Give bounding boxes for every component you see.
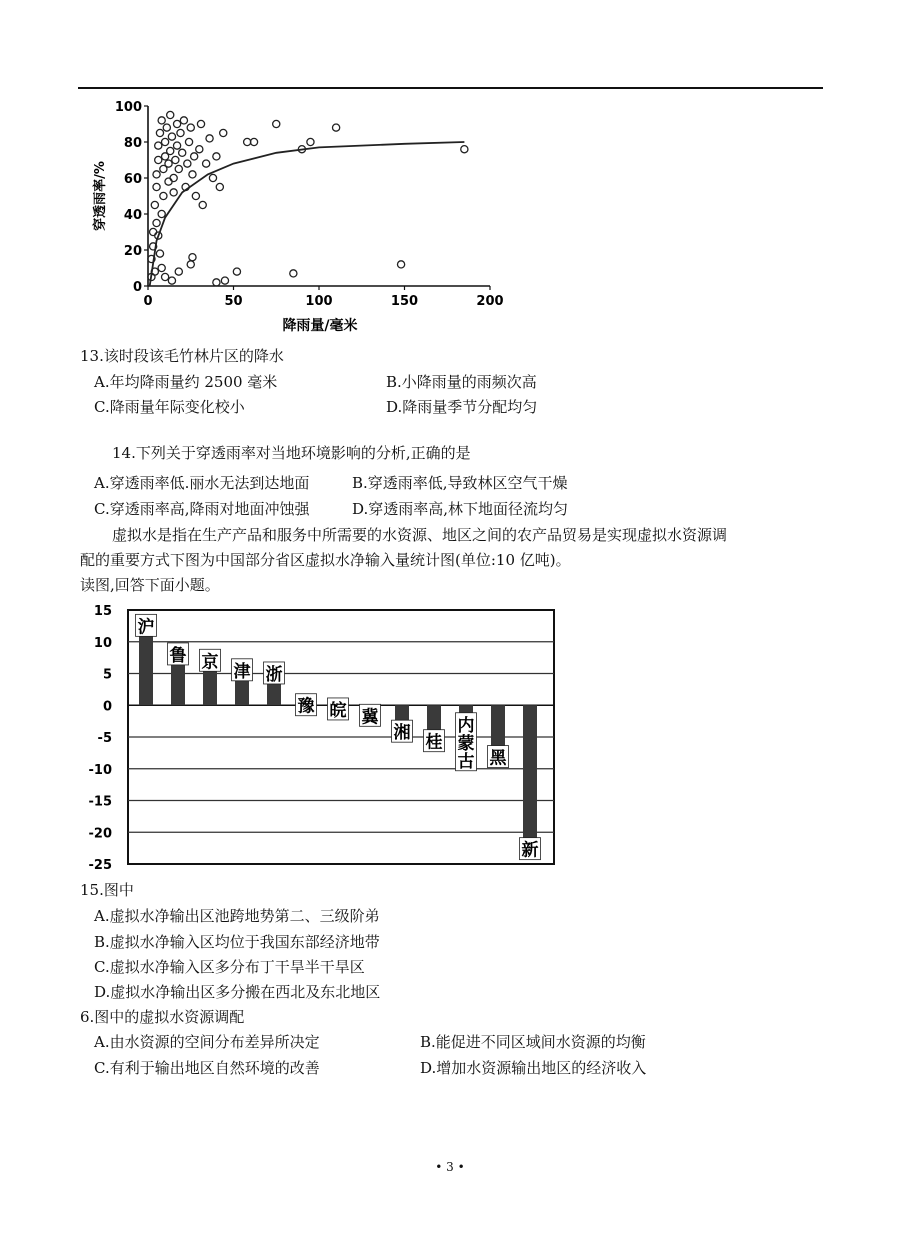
scatter-point xyxy=(290,270,297,277)
q15-option-a: A.虚拟水净输出区池跨地势第二、三级阶弟 xyxy=(94,907,380,925)
bar-label-char: 豫 xyxy=(297,696,315,717)
bar-gridlines xyxy=(128,642,554,833)
q16-option-a: A.由水资源的空间分布差异所决定 xyxy=(94,1033,320,1051)
q13-stem: 13.该时段该毛竹林片区的降水 xyxy=(80,347,284,365)
q14-option-d: D.穿透雨率高,林下地面径流均匀 xyxy=(352,500,569,518)
scatter-xtick-label: 50 xyxy=(224,294,243,309)
scatter-point xyxy=(173,120,180,127)
scatter-xtick-label: 200 xyxy=(476,294,504,309)
bar-label-char: 皖 xyxy=(329,700,347,721)
bar-label-char: 黑 xyxy=(489,748,507,769)
q16-stem: 6.图中的虚拟水资源调配 xyxy=(80,1008,245,1026)
scatter-point xyxy=(187,261,194,268)
scatter-point xyxy=(191,153,198,160)
scatter-point xyxy=(197,120,204,127)
bar-label-char: 津 xyxy=(233,661,251,682)
scatter-xlabel: 降雨量/毫米 xyxy=(282,318,358,334)
scatter-xtick-label: 100 xyxy=(305,294,333,309)
bar-label-char: 蒙 xyxy=(457,733,475,754)
bar-ytick-label: 5 xyxy=(102,667,112,683)
bar-ytick-label: -20 xyxy=(88,826,112,842)
bar-ticks xyxy=(89,604,113,870)
scatter-point xyxy=(156,250,163,257)
scatter-point xyxy=(165,160,172,167)
bar-label-char: 冀 xyxy=(361,707,379,728)
scatter-point xyxy=(250,138,257,145)
scatter-point xyxy=(167,147,174,154)
bar-ytick-label: 10 xyxy=(93,635,112,651)
scatter-point xyxy=(158,210,165,217)
q15-option-b: B.虚拟水净输入区均位于我国东部经济地带 xyxy=(94,933,380,951)
q15-stem: 15.图中 xyxy=(80,881,134,899)
scatter-point xyxy=(168,133,175,140)
scatter-point xyxy=(177,129,184,136)
intro-line-1: 虚拟水是指在生产产品和服务中所需要的水资源、地区之间的农产品贸易是实现虚拟水资源调 xyxy=(112,526,728,544)
bar-ytick-label: -15 xyxy=(88,794,112,810)
intro-line-2: 配的重要方式下图为中国部分省区虚拟水净输入量统计图(单位:10 亿吨)。 xyxy=(80,551,571,569)
scatter-ytick-label: 20 xyxy=(123,244,142,259)
scatter-point xyxy=(233,268,240,275)
scatter-points xyxy=(148,111,468,286)
scatter-chart xyxy=(80,98,520,338)
scatter-point xyxy=(172,156,179,163)
scatter-point xyxy=(162,138,169,145)
scatter-point xyxy=(184,160,191,167)
scatter-point xyxy=(192,192,199,199)
q14-option-c: C.穿透雨率高,降雨对地面冲蚀强 xyxy=(94,500,310,518)
q15-option-d: D.虚拟水净输出区多分搬在西北及东北地区 xyxy=(94,983,381,1001)
scatter-point xyxy=(333,124,340,131)
q14-option-a: A.穿透雨率低.丽水无法到达地面 xyxy=(94,474,310,492)
scatter-point xyxy=(220,129,227,136)
scatter-point xyxy=(167,111,174,118)
bar-label-char: 沪 xyxy=(137,617,155,638)
scatter-point xyxy=(213,153,220,160)
bar-label-char: 内 xyxy=(457,715,475,736)
bar-label-char: 古 xyxy=(457,751,475,772)
scatter-ylabel: 穿透雨率/% xyxy=(93,161,108,231)
scatter-point xyxy=(150,228,157,235)
scatter-point xyxy=(221,277,228,284)
scatter-point xyxy=(206,135,213,142)
scatter-point xyxy=(203,160,210,167)
bar-label-char: 京 xyxy=(201,652,219,673)
scatter-point xyxy=(168,277,175,284)
scatter-point xyxy=(397,261,404,268)
q14-option-b: B.穿透雨率低,导致林区空气干燥 xyxy=(352,474,568,492)
q15-option-c: C.虚拟水净输入区多分布丁干旱半干旱区 xyxy=(94,958,365,976)
scatter-point xyxy=(153,183,160,190)
q13-option-d: D.降雨量季节分配均匀 xyxy=(386,398,538,416)
scatter-point xyxy=(158,117,165,124)
q16-option-b: B.能促进不同区域间水资源的均衡 xyxy=(420,1033,646,1051)
bar-新 xyxy=(523,705,537,857)
scatter-point xyxy=(179,149,186,156)
scatter-xtick-label: 150 xyxy=(390,294,419,309)
scatter-point xyxy=(162,273,169,280)
scatter-ytick-label: 80 xyxy=(123,136,142,151)
bar-ytick-label: -10 xyxy=(88,762,112,778)
bar-label-char: 桂 xyxy=(425,732,443,753)
scatter-point xyxy=(273,120,280,127)
bar-ytick-label: -5 xyxy=(97,731,112,746)
scatter-point xyxy=(307,138,314,145)
q13-option-b: B.小降雨量的雨频次高 xyxy=(386,373,537,391)
scatter-point xyxy=(173,142,180,149)
page-number: • 3 • xyxy=(435,1160,465,1174)
scatter-point xyxy=(213,279,220,286)
scatter-point xyxy=(155,156,162,163)
bar-label-char: 浙 xyxy=(265,664,283,685)
bar-ytick-label: 15 xyxy=(93,604,112,619)
scatter-point xyxy=(165,178,172,185)
scatter-xtick-label: 0 xyxy=(143,294,153,309)
scatter-ytick-label: 100 xyxy=(114,100,142,115)
scatter-point xyxy=(175,268,182,275)
scatter-point xyxy=(151,201,158,208)
scatter-point xyxy=(461,146,468,153)
scatter-point xyxy=(189,254,196,261)
scatter-point xyxy=(163,124,170,131)
q16-option-d: D.增加水资源输出地区的经济收入 xyxy=(420,1059,647,1077)
scatter-point xyxy=(160,192,167,199)
scatter-point xyxy=(170,174,177,181)
scatter-point xyxy=(199,201,206,208)
scatter-point xyxy=(196,146,203,153)
q13-option-a: A.年均降雨量约 2500 毫米 xyxy=(94,373,278,391)
scatter-point xyxy=(158,264,165,271)
bar-ytick-label: -25 xyxy=(88,858,112,870)
bar-chart xyxy=(80,600,560,870)
bar-label-char: 湘 xyxy=(393,723,411,744)
scatter-point xyxy=(209,174,216,181)
scatter-ytick-label: 0 xyxy=(132,280,142,295)
scatter-point xyxy=(216,183,223,190)
q16-option-c: C.有利于输出地区自然环境的改善 xyxy=(94,1059,320,1077)
q13-option-c: C.降雨量年际变化校小 xyxy=(94,398,245,416)
scatter-point xyxy=(156,129,163,136)
scatter-point xyxy=(155,142,162,149)
scatter-point xyxy=(185,138,192,145)
bar-label-char: 鲁 xyxy=(169,645,187,666)
scatter-point xyxy=(175,165,182,172)
header-rule xyxy=(78,87,823,89)
scatter-point xyxy=(189,171,196,178)
scatter-ytick-label: 60 xyxy=(123,172,142,187)
q14-stem: 14.下列关于穿透雨率对当地环境影响的分析,正确的是 xyxy=(112,444,471,462)
scatter-point xyxy=(170,189,177,196)
trend-curve xyxy=(150,142,465,286)
scatter-point xyxy=(244,138,251,145)
scatter-point xyxy=(180,117,187,124)
intro-line-3: 读图,回答下面小题。 xyxy=(80,576,220,594)
bar-ytick-label: 0 xyxy=(102,699,112,715)
scatter-point xyxy=(153,171,160,178)
bar-label-char: 新 xyxy=(521,840,539,861)
scatter-point xyxy=(187,124,194,131)
scatter-ytick-label: 40 xyxy=(123,208,142,223)
scatter-point xyxy=(153,219,160,226)
